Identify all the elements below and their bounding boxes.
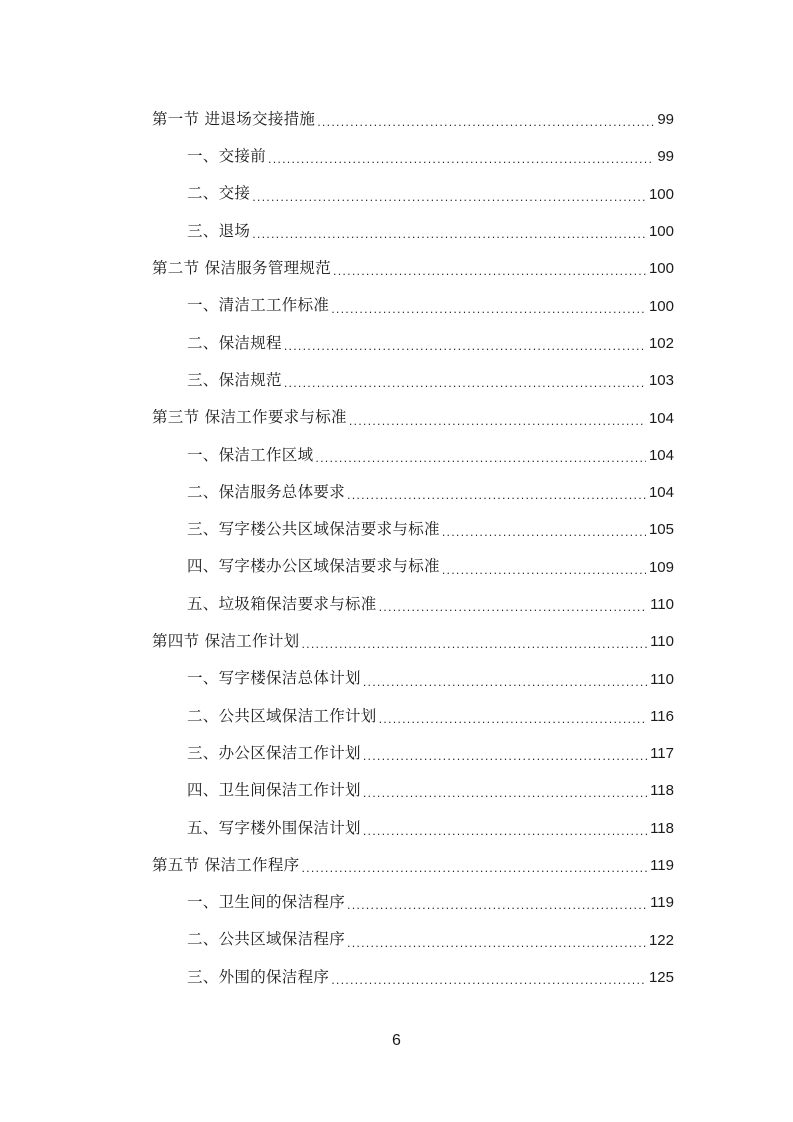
toc-entry-label: 二、保洁规程 — [187, 333, 282, 352]
toc-entry-page-number: 100 — [648, 185, 674, 203]
toc-section-entry[interactable] — [152, 399, 674, 436]
toc-dot-leader — [347, 938, 646, 949]
toc-entry-page-number: 110 — [650, 633, 674, 651]
toc-subsection-entry[interactable] — [152, 511, 674, 548]
toc-entry-page-number: 104 — [648, 446, 674, 464]
toc-section-entry[interactable] — [152, 847, 674, 884]
toc-subsection-entry[interactable] — [152, 474, 674, 511]
toc-entry-label: 一、写字楼保洁总体计划 — [187, 669, 361, 688]
toc-subsection-entry[interactable] — [152, 213, 674, 250]
toc-entry-label: 二、交接 — [187, 184, 251, 203]
toc-entry-page-number: 109 — [648, 558, 674, 576]
toc-dot-leader — [317, 117, 654, 128]
toc-dot-leader — [379, 602, 647, 613]
toc-subsection-entry[interactable] — [152, 698, 674, 735]
toc-dot-leader — [442, 527, 646, 538]
toc-entry-page-number: 104 — [648, 484, 674, 502]
toc-entry-label: 第一节 进退场交接措施 — [152, 109, 316, 128]
toc-subsection-entry[interactable] — [152, 922, 674, 959]
page-number: 6 — [392, 1032, 401, 1049]
toc-entry-label: 三、保洁规范 — [187, 370, 282, 389]
toc-subsection-entry[interactable] — [152, 810, 674, 847]
toc-entry-label: 四、卫生间保洁工作计划 — [187, 781, 361, 800]
toc-dot-leader — [363, 826, 647, 837]
toc-entry-page-number: 122 — [648, 931, 674, 949]
toc-section-entry[interactable] — [152, 101, 674, 138]
toc-dot-leader — [349, 416, 646, 427]
toc-entry-label: 二、保洁服务总体要求 — [187, 482, 346, 501]
toc-entry-page-number: 125 — [648, 968, 674, 986]
toc-entry-label: 三、退场 — [187, 221, 251, 240]
toc-entry-label: 五、写字楼外围保洁计划 — [187, 818, 361, 837]
toc-dot-leader — [315, 453, 646, 464]
toc-subsection-entry[interactable] — [152, 362, 674, 399]
table-of-contents — [152, 101, 674, 996]
toc-entry-label: 三、写字楼公共区域保洁要求与标准 — [187, 520, 440, 539]
toc-entry-label: 第四节 保洁工作计划 — [152, 632, 300, 651]
toc-subsection-entry[interactable] — [152, 959, 674, 996]
toc-section-entry[interactable] — [152, 250, 674, 287]
toc-entry-label: 二、公共区域保洁程序 — [187, 930, 346, 949]
toc-dot-leader — [331, 304, 646, 315]
toc-subsection-entry[interactable] — [152, 287, 674, 324]
toc-dot-leader — [347, 900, 647, 911]
toc-entry-page-number: 99 — [657, 111, 674, 129]
toc-subsection-entry[interactable] — [152, 325, 674, 362]
toc-entry-page-number: 104 — [648, 409, 674, 427]
toc-entry-page-number: 105 — [648, 521, 674, 539]
toc-dot-leader — [331, 975, 646, 986]
toc-entry-label: 一、卫生间的保洁程序 — [187, 893, 346, 912]
toc-entry-page-number: 110 — [650, 596, 674, 613]
toc-entry-label: 第二节 保洁服务管理规范 — [152, 259, 332, 278]
toc-dot-leader — [301, 863, 647, 874]
toc-entry-page-number: 100 — [648, 297, 674, 315]
toc-section-entry[interactable] — [152, 623, 674, 660]
toc-entry-page-number: 103 — [648, 372, 674, 390]
toc-entry-label: 第三节 保洁工作要求与标准 — [152, 408, 347, 427]
toc-entry-label: 三、办公区保洁工作计划 — [187, 743, 361, 762]
toc-subsection-entry[interactable] — [152, 660, 674, 697]
toc-entry-label: 二、公共区域保洁工作计划 — [187, 706, 377, 725]
toc-entry-page-number: 116 — [650, 707, 674, 725]
toc-entry-page-number: 110 — [650, 670, 674, 688]
toc-dot-leader — [363, 788, 647, 799]
toc-subsection-entry[interactable] — [152, 772, 674, 809]
toc-subsection-entry[interactable] — [152, 176, 674, 213]
toc-entry-label: 一、清洁工工作标准 — [187, 296, 330, 315]
toc-dot-leader — [442, 565, 646, 576]
toc-entry-page-number: 100 — [648, 223, 674, 241]
toc-entry-label: 三、外围的保洁程序 — [187, 967, 330, 986]
toc-dot-leader — [347, 490, 646, 501]
toc-dot-leader — [284, 378, 646, 389]
toc-dot-leader — [252, 192, 646, 203]
toc-dot-leader — [363, 677, 647, 688]
toc-subsection-entry[interactable] — [152, 735, 674, 772]
toc-dot-leader — [252, 229, 646, 240]
toc-entry-label: 第五节 保洁工作程序 — [152, 855, 300, 874]
toc-subsection-entry[interactable] — [152, 138, 674, 175]
toc-dot-leader — [301, 639, 647, 650]
toc-entry-label: 五、垃圾箱保洁要求与标准 — [187, 594, 377, 613]
toc-entry-label: 一、保洁工作区域 — [187, 445, 314, 464]
toc-entry-page-number: 117 — [650, 745, 674, 763]
toc-dot-leader — [333, 266, 646, 277]
toc-entry-page-number: 102 — [648, 334, 674, 352]
toc-entry-page-number: 99 — [657, 148, 674, 166]
toc-dot-leader — [284, 341, 646, 352]
toc-entry-label: 四、写字楼办公区域保洁要求与标准 — [187, 557, 440, 576]
toc-entry-page-number: 118 — [650, 819, 674, 837]
toc-entry-page-number: 119 — [650, 857, 674, 875]
toc-entry-page-number: 100 — [648, 260, 674, 278]
toc-dot-leader — [268, 154, 654, 165]
toc-subsection-entry[interactable] — [152, 437, 674, 474]
toc-entry-page-number: 119 — [650, 894, 674, 912]
toc-subsection-entry[interactable] — [152, 586, 674, 623]
toc-subsection-entry[interactable] — [152, 884, 674, 921]
toc-subsection-entry[interactable] — [152, 549, 674, 586]
toc-dot-leader — [363, 751, 647, 762]
toc-entry-page-number: 118 — [650, 782, 674, 800]
toc-entry-label: 一、交接前 — [187, 147, 267, 166]
toc-dot-leader — [379, 714, 647, 725]
